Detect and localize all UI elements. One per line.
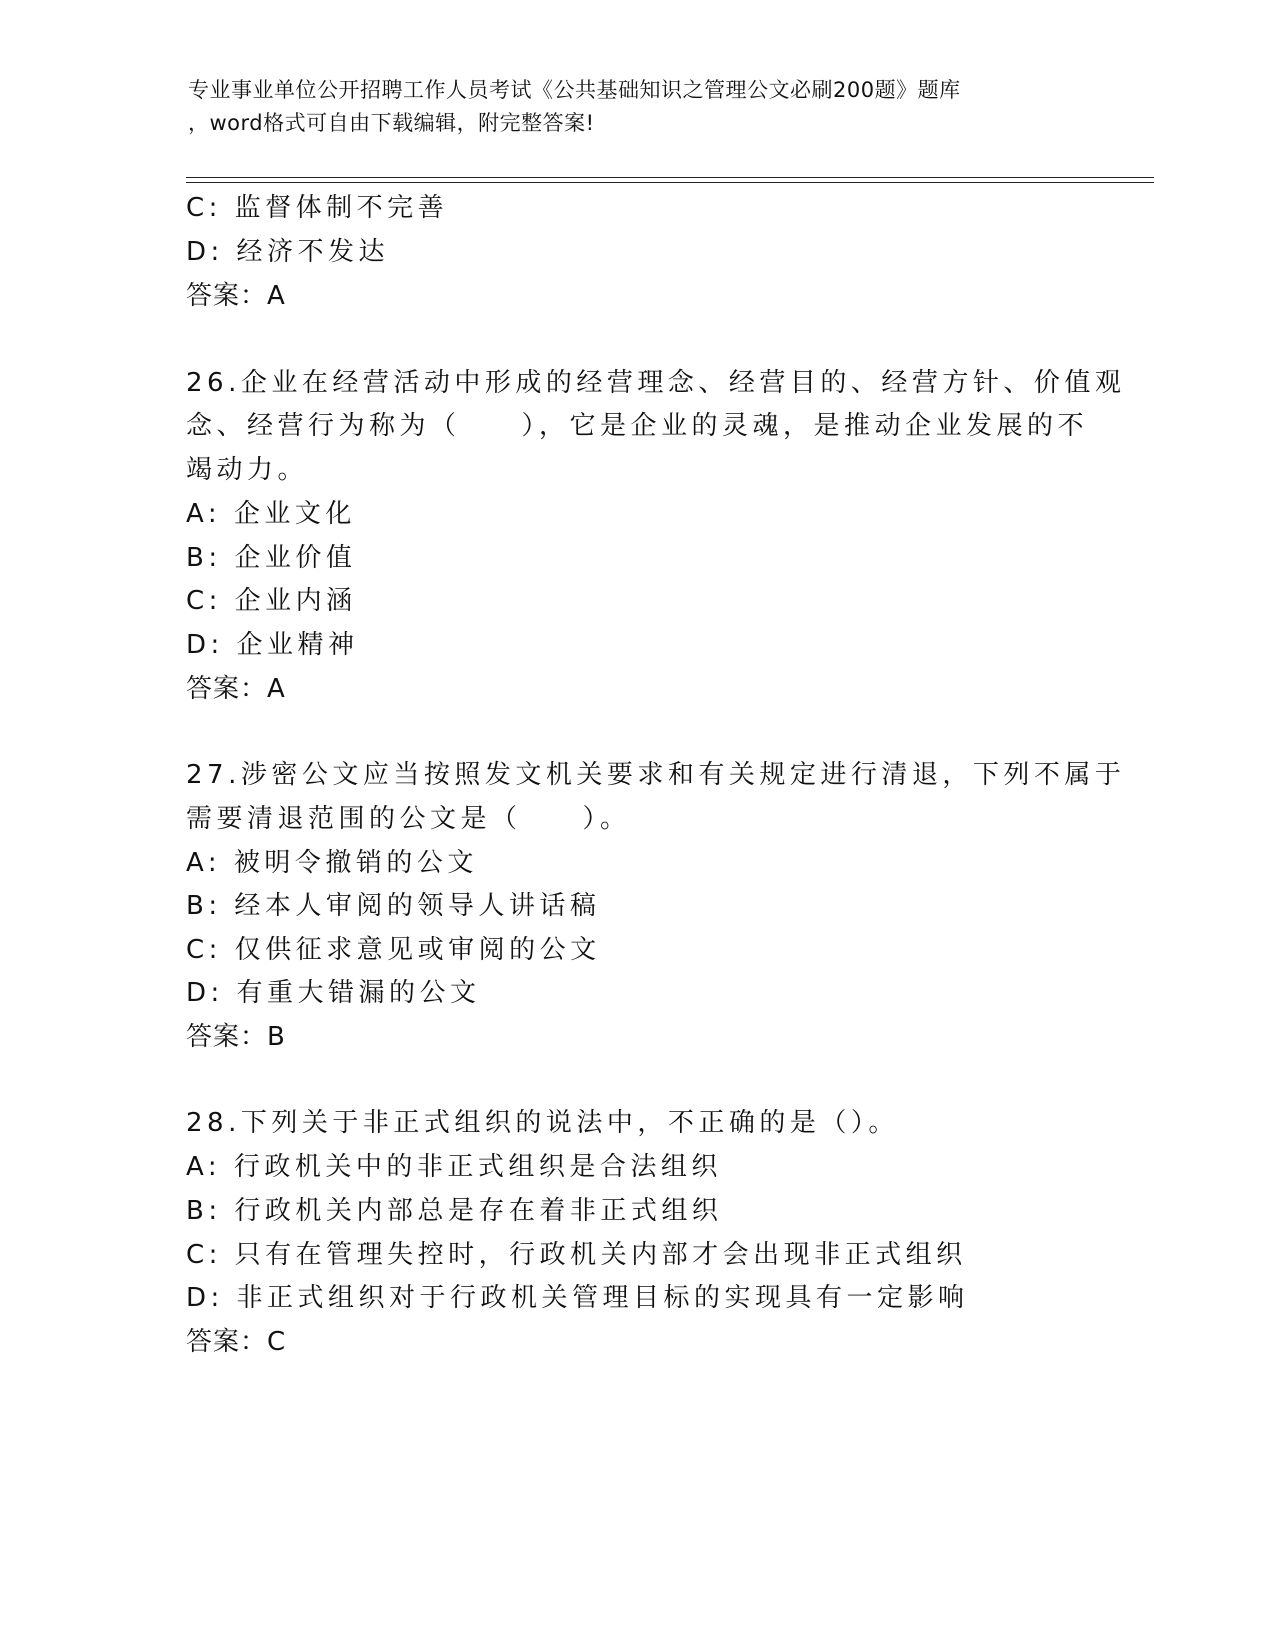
header-rule-top: [186, 177, 1154, 178]
q27-option-d: D: 有重大错漏的公文: [186, 978, 481, 1008]
q26-text-line1: 26.企业在经营活动中形成的经营理念、经营目的、经营方针、价值观: [186, 368, 1126, 398]
q28-option-d: D: 非正式组织对于行政机关管理目标的实现具有一定影响: [186, 1283, 969, 1313]
q28-option-a: A: 行政机关中的非正式组织是合法组织: [186, 1152, 722, 1182]
q28-answer: 答案：C: [186, 1327, 287, 1357]
q26-text-line2: 念、经营行为称为（ ），它是企业的灵魂，是推动企业发展的不: [186, 411, 1089, 441]
q27-option-c: C: 仅供征求意见或审阅的公文: [186, 935, 601, 965]
q27-option-a: A: 被明令撤销的公文: [186, 848, 478, 878]
prev-option-d: D: 经济不发达: [186, 237, 390, 267]
q28-text-line1: 28.下列关于非正式组织的说法中，不正确的是（）。: [186, 1108, 899, 1138]
header-rule-bottom: [186, 182, 1154, 183]
q28-option-b: B: 行政机关内部总是存在着非正式组织: [186, 1196, 723, 1226]
q27-text-line2: 需要清退范围的公文是（ ）。: [186, 804, 631, 834]
q28-option-c: C: 只有在管理失控时，行政机关内部才会出现非正式组织: [186, 1240, 967, 1270]
q27-option-b: B: 经本人审阅的领导人讲话稿: [186, 891, 601, 921]
prev-answer: 答案：A: [186, 281, 286, 311]
q26-option-a: A: 企业文化: [186, 499, 356, 529]
prev-option-c: C: 监督体制不完善: [186, 193, 449, 223]
q27-text-line1: 27.涉密公文应当按照发文机关要求和有关规定进行清退，下列不属于: [186, 760, 1126, 790]
q26-option-b: B: 企业价值: [186, 543, 357, 573]
header-title-line1: 专业事业单位公开招聘工作人员考试《公共基础知识之管理公文必刷200题》题库: [188, 78, 961, 102]
page-header: [188, 74, 1088, 140]
q27-answer: 答案：B: [186, 1022, 286, 1052]
q26-option-c: C: 企业内涵: [186, 586, 357, 616]
q26-answer: 答案：A: [186, 674, 286, 704]
q26-option-d: D: 企业精神: [186, 630, 359, 660]
q26-text-line3: 竭动力。: [186, 455, 309, 485]
header-title-line2: ，word格式可自由下载编辑，附完整答案!: [188, 111, 595, 135]
